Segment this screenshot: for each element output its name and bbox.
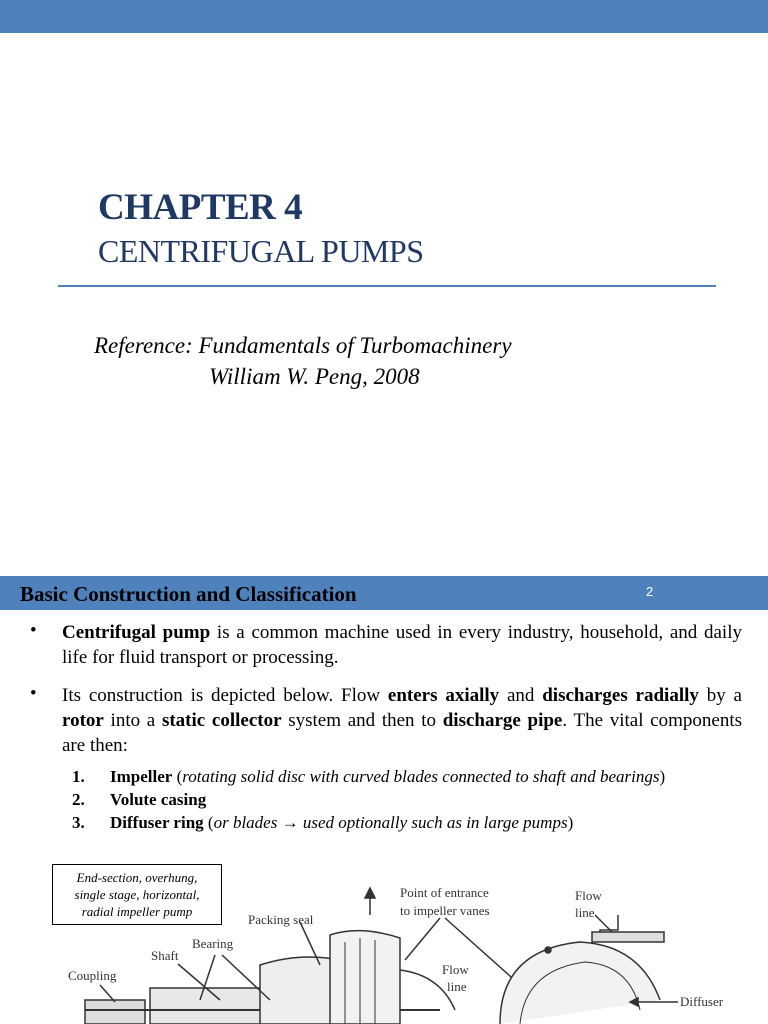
slide2-title: Basic Construction and Classification [20, 582, 357, 606]
bold-term: static collector [161, 710, 282, 731]
item-name: Diffuser ring [110, 813, 204, 832]
item-description: used optionally such as in large pumps [298, 813, 568, 832]
pin-marker [545, 947, 551, 953]
item-description: rotating solid disc with curved blades connected to shaft and bearings [182, 767, 660, 786]
list-item-impeller [72, 766, 665, 788]
coupling-shape [85, 1000, 145, 1024]
list-number: 1. [72, 767, 85, 786]
paren-open: ( [203, 813, 214, 832]
arrow-icon: → [281, 813, 299, 832]
title-divider [58, 285, 716, 287]
text-run: system and then to [281, 710, 443, 731]
paren-open: ( [172, 767, 183, 786]
caption-line: radial impeller pump [81, 904, 193, 919]
label-flow-line-right-1: Flow [575, 888, 602, 903]
arrow-head [365, 888, 375, 898]
chapter-title: CHAPTER 4 [98, 187, 303, 228]
diagram-caption [52, 864, 222, 925]
label-flow-line-right-2: line [575, 905, 595, 920]
reference-line-1: Reference: Fundamentals of Turbomachinery [94, 333, 512, 358]
bold-term: rotor [62, 710, 104, 731]
label-packing-seal: Packing seal [248, 912, 314, 927]
item-name: Volute casing [110, 790, 207, 809]
caption-line: End-section, overhung, [76, 870, 198, 885]
text-run: Its construction is depicted below. Flow [62, 685, 388, 706]
bold-term: enters axially [387, 685, 500, 706]
list-number: 3. [72, 813, 85, 832]
text-run: is a common machine used in every industry, household, and daily life for fluid transport or processing. [62, 622, 742, 668]
text-run: and [499, 685, 543, 706]
label-shaft: Shaft [151, 948, 179, 963]
item-description: or blades [213, 813, 282, 832]
bullet-paragraph-1 [62, 620, 742, 670]
label-diffuser: Diffuser [680, 994, 724, 1009]
label-bearing: Bearing [192, 936, 234, 951]
caption-line: single stage, horizontal, [74, 887, 200, 902]
impeller-housing-shape [330, 931, 400, 1024]
volute-casing-shape [500, 942, 660, 1024]
label-entrance-2: to impeller vanes [400, 903, 490, 918]
label-entrance-1: Point of entrance [400, 885, 489, 900]
seal-housing-shape [260, 957, 340, 1024]
list-item-diffuser [72, 812, 573, 834]
paren-close: ) [567, 813, 574, 832]
bullet-marker: • [30, 683, 37, 704]
slide1-header-bar [0, 0, 768, 33]
text-run: into a [103, 710, 162, 731]
bold-term: discharges radially [542, 685, 699, 706]
bold-term: Centrifugal pump [62, 622, 211, 643]
label-flow-line-left-1: Flow [442, 962, 469, 977]
reference-line-2: William W. Peng, 2008 [209, 364, 420, 389]
bold-term: discharge pipe [442, 710, 563, 731]
text-run: by a [698, 685, 742, 706]
list-item-volute [72, 789, 206, 811]
bullet-paragraph-2 [62, 683, 742, 758]
leader-entrance-a [405, 918, 440, 960]
item-name: Impeller [110, 767, 173, 786]
chapter-subtitle: CENTRIFUGAL PUMPS [98, 233, 424, 269]
label-coupling: Coupling [68, 968, 117, 983]
list-number: 2. [72, 790, 85, 809]
page-number: 2 [646, 584, 654, 599]
text-run: . The vital components are then: [62, 710, 742, 756]
label-flow-line-left-2: line [447, 979, 467, 994]
paren-close: ) [659, 767, 666, 786]
flange-shape [592, 932, 664, 942]
bullet-marker: • [30, 620, 37, 641]
